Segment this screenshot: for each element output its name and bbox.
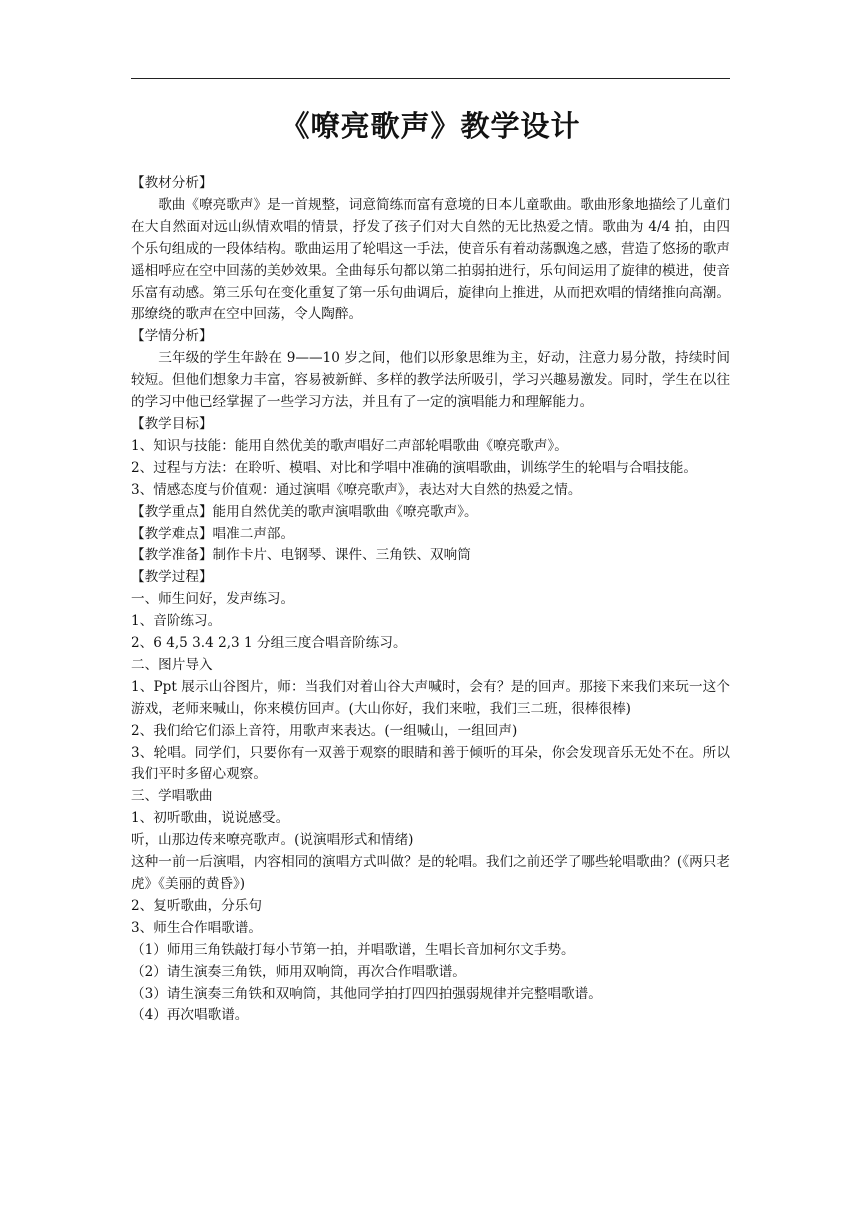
process-subitem: （1）师用三角铁敲打每小节第一拍，并唱歌谱，生唱长音加柯尔文手势。 xyxy=(131,941,575,958)
document-body xyxy=(131,173,730,1027)
goal-item: 2、过程与方法：在聆听、模唱、对比和学唱中准确的演唱歌曲，训练学生的轮唱与合唱技能。 xyxy=(131,459,697,476)
process-step-heading: 一、师生问好，发声练习。 xyxy=(131,591,295,608)
material-analysis-paragraph: 歌曲《嘹亮歌声》是一首规整，词意简练而富有意境的日本儿童歌曲。歌曲形象地描绘了儿童们在大自然面对远山纵情欢唱的情景，抒发了孩子们对大自然的无比热爱之情。歌曲为 4/4 拍，由四个乐句组成的一段体结构。歌曲运用了轮唱这一手法，使音乐有着动荡飘逸之感，营造了悠扬的歌声遥相呼应在空中回荡的美妙效果。全曲每乐句都以第二拍弱拍进行，乐句间运用了旋律的模进，使音乐富有动感。第三乐句在变化重复了第一乐句曲调后，旋律向上推进，从而把欢唱的情绪推向高潮。那缭绕的歌声在空中回荡，令人陶醉。 xyxy=(131,196,730,323)
process-item: 2、我们给它们添上音符，用歌声来表达。(一组喊山，一组回声) xyxy=(131,722,518,739)
process-item: 2、复听歌曲，分乐句 xyxy=(131,897,262,914)
header-rule xyxy=(131,78,730,79)
student-analysis-paragraph: 三年级的学生年龄在 9——10 岁之间，他们以形象思维为主，好动，注意力易分散，持续时间较短。但他们想象力丰富，容易被新鲜、多样的教学法所吸引，学习兴趣易激发。同时，学生在以往的学习中他已经掌握了一些学习方法，并且有了一定的演唱能力和理解能力。 xyxy=(131,350,730,411)
process-step-heading: 二、图片导入 xyxy=(131,656,213,673)
key-point-line: 【教学重点】能用自然优美的歌声演唱歌曲《嘹亮歌声》。 xyxy=(131,503,478,520)
process-step-heading: 三、学唱歌曲 xyxy=(131,788,213,805)
difficulty-line: 【教学难点】唱准二声部。 xyxy=(131,525,295,542)
process-item: 3、师生合作唱歌谱。 xyxy=(131,919,262,936)
section-heading-process: 【教学过程】 xyxy=(131,569,213,586)
section-heading-material: 【教材分析】 xyxy=(131,175,213,191)
process-subitem: （3）请生演奏三角铁和双响筒，其他同学拍打四四拍强弱规律并完整唱歌谱。 xyxy=(131,985,602,1002)
process-item: 听，山那边传来嘹亮歌声。(说演唱形式和情绪) xyxy=(131,832,414,849)
process-subitem: （2）请生演奏三角铁，师用双响筒，再次合作唱歌谱。 xyxy=(131,963,466,980)
process-item: 这种一前一后演唱，内容相同的演唱方式叫做？是的轮唱。我们之前还学了哪些轮唱歌曲？(《两只老虎》《美丽的黄昏》) xyxy=(131,854,730,892)
goal-item: 3、情感态度与价值观：通过演唱《嘹亮歌声》，表达对大自然的热爱之情。 xyxy=(131,481,582,498)
process-item: 3、轮唱。同学们，只要你有一双善于观察的眼睛和善于倾听的耳朵，你会发现音乐无处不在。所以我们平时多留心观察。 xyxy=(131,744,730,783)
process-item: 2、6 4,5 3.4 2,3 1 分组三度合唱音阶练习。 xyxy=(131,635,407,652)
goal-item: 1、知识与技能：能用自然优美的歌声唱好二声部轮唱歌曲《嘹亮歌声》。 xyxy=(131,437,568,454)
document-title: 《嘹亮歌声》教学设计 xyxy=(280,109,581,143)
process-item: 1、初听歌曲，说说感受。 xyxy=(131,810,290,827)
preparation-line: 【教学准备】制作卡片、电钢琴、课件、三角铁、双响筒 xyxy=(131,547,471,564)
process-subitem: （4）再次唱歌谱。 xyxy=(131,1007,249,1024)
process-item: 1、Ppt 展示山谷图片，师：当我们对着山谷大声喊时，会有？是的回声。那接下来我们来玩一这个游戏，老师来喊山，你来模仿回声。(大山你好，我们来啦，我们三二班，很棒很棒) xyxy=(131,678,730,717)
section-heading-goals: 【教学目标】 xyxy=(131,415,213,432)
process-item: 1、音阶练习。 xyxy=(131,613,222,630)
section-heading-students: 【学情分析】 xyxy=(131,328,213,345)
